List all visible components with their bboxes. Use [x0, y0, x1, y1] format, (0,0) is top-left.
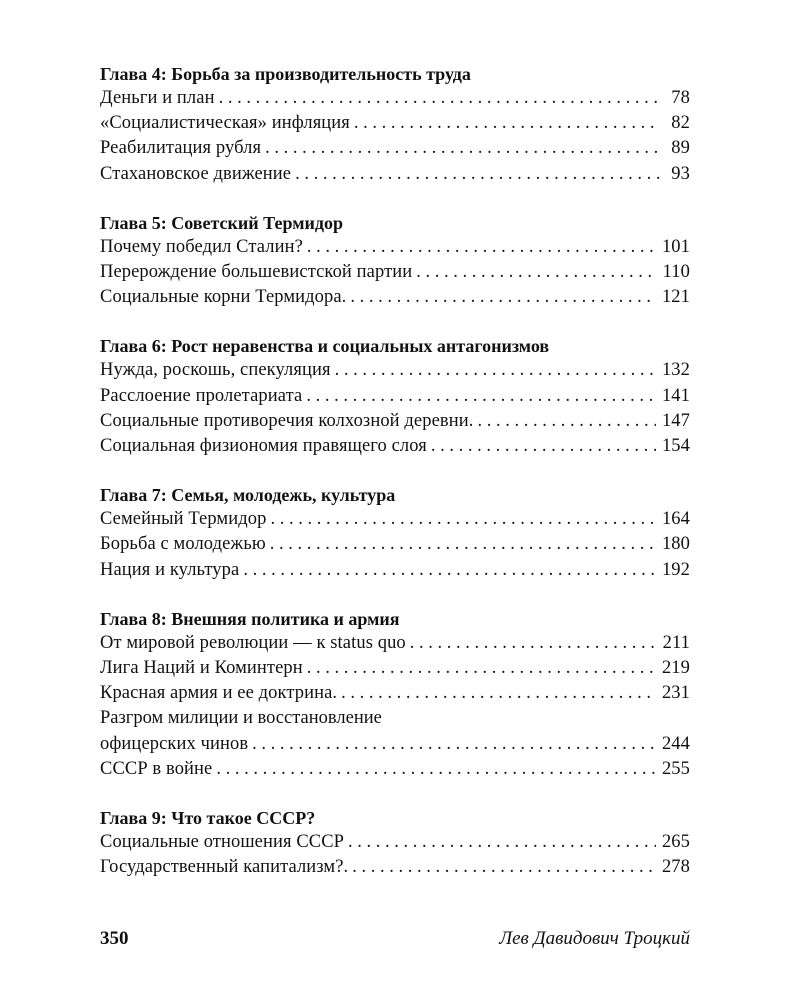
entry-page: 192: [661, 559, 690, 580]
entry-title: Почему победил Сталин?: [100, 236, 303, 257]
entry-title: Красная армия и ее доктрина.: [100, 683, 338, 704]
page-footer: [100, 928, 690, 950]
entry-title: Расслоение пролетариата: [100, 385, 303, 406]
leader-dots: [416, 260, 656, 285]
chapter-6: [100, 334, 690, 459]
leader-dots: [252, 732, 656, 757]
leader-dots: [410, 631, 657, 656]
chapter-title: Глава 7: Семья, молодежь, культура: [100, 485, 396, 506]
chapter-8: [100, 607, 690, 782]
entry-page: 231: [661, 683, 690, 704]
entry-page: 121: [661, 287, 690, 308]
toc-entry[interactable]: [100, 111, 690, 136]
leader-dots: [295, 162, 660, 187]
leader-dots: [354, 111, 660, 136]
entry-page: 141: [661, 385, 690, 406]
toc-entry[interactable]: [100, 235, 690, 260]
leader-dots: [348, 830, 656, 855]
chapter-title: Глава 9: Что такое СССР?: [100, 808, 316, 829]
toc-entry[interactable]: [100, 757, 690, 782]
leader-dots: [265, 136, 660, 161]
entry-title: офицерских чинов: [100, 733, 249, 754]
leader-dots: [243, 558, 656, 583]
toc-entry[interactable]: [100, 732, 690, 757]
toc-entry[interactable]: [100, 681, 690, 706]
entry-title: Лига Наций и Коминтерн: [100, 658, 303, 679]
toc-entry[interactable]: [100, 285, 690, 310]
entry-page: 164: [661, 509, 690, 530]
entry-page: 211: [662, 632, 690, 653]
entry-title: Реабилитация рубля: [100, 138, 262, 159]
entry-title: Социальные отношения СССР: [100, 832, 345, 853]
entry-title: Социальные противоречия колхозной деревни.: [100, 410, 474, 431]
entry-title: Перерождение большевистской партии: [100, 262, 413, 283]
toc-entry[interactable]: [100, 409, 690, 434]
toc-entry[interactable]: [100, 162, 690, 187]
entry-page: 154: [661, 436, 690, 457]
chapter-title: Глава 6: Рост неравенства и социальных антагонизмов: [100, 336, 550, 357]
entry-title: Стахановское движение: [100, 163, 292, 184]
entry-title: Социальная физиономия правящего слоя: [100, 436, 427, 457]
author-running-head: Лев Давидович Троцкий: [499, 928, 690, 949]
toc-entry[interactable]: [100, 136, 690, 161]
chapter-title: Глава 8: Внешняя политика и армия: [100, 608, 400, 629]
entry-page: 244: [661, 733, 690, 754]
leader-dots: [352, 855, 656, 880]
leader-dots: [270, 507, 655, 532]
entry-page: 89: [671, 138, 690, 159]
leader-dots: [335, 358, 656, 383]
leader-dots: [477, 409, 655, 434]
toc-entry[interactable]: [100, 532, 690, 557]
entry-title: Государственный капитализм?.: [100, 857, 349, 878]
toc-entry[interactable]: [100, 631, 690, 656]
entry-page: 101: [661, 236, 690, 257]
entry-page: 82: [671, 113, 690, 134]
chapter-title: Глава 4: Борьба за производительность труда: [100, 64, 471, 84]
toc-entry[interactable]: [100, 507, 690, 532]
leader-dots: [350, 285, 656, 310]
toc-entry[interactable]: [100, 384, 690, 409]
toc-entry[interactable]: [100, 260, 690, 285]
entry-page: 110: [662, 262, 690, 283]
entry-title: «Социалистическая» инфляция: [100, 113, 350, 134]
entry-page: 265: [661, 832, 690, 853]
leader-dots: [431, 434, 656, 459]
leader-dots: [341, 681, 656, 706]
entry-title: СССР в войне: [100, 758, 213, 779]
entry-page: 255: [661, 758, 690, 779]
entry-page: 278: [661, 857, 690, 878]
toc-entry[interactable]: [100, 855, 690, 880]
toc-entry[interactable]: [100, 558, 690, 583]
entry-page: 132: [661, 360, 690, 381]
entry-page: 147: [661, 410, 690, 431]
entry-title: Нация и культура: [100, 559, 240, 580]
entry-page: 180: [661, 534, 690, 555]
entry-title: Борьба с молодежью: [100, 534, 266, 555]
leader-dots: [216, 757, 656, 782]
chapter-title: Глава 5: Советский Термидор: [100, 212, 343, 233]
entry-title: Деньги и план: [100, 88, 215, 108]
entry-page: 219: [661, 658, 690, 679]
toc-entry[interactable]: [100, 830, 690, 855]
entry-title-line1: Разгром милиции и восстановление: [100, 708, 382, 729]
chapter-9: [100, 806, 690, 880]
chapter-7: [100, 483, 690, 583]
entry-title: От мировой революции — к status quo: [100, 632, 406, 653]
page-number: 350: [100, 928, 129, 949]
toc-entry[interactable]: [100, 86, 690, 111]
leader-dots: [307, 656, 656, 681]
toc-entry[interactable]: [100, 656, 690, 681]
toc-entry[interactable]: [100, 358, 690, 383]
leader-dots: [219, 86, 660, 111]
leader-dots: [306, 384, 656, 409]
table-of-contents: [100, 62, 690, 904]
entry-title: Социальные корни Термидора.: [100, 287, 347, 308]
entry-page: 93: [671, 163, 690, 184]
entry-title: Семейный Термидор: [100, 509, 267, 530]
leader-dots: [270, 532, 656, 557]
chapter-5: [100, 211, 690, 311]
entry-title: Нужда, роскошь, спекуляция: [100, 360, 331, 381]
entry-page: 78: [671, 88, 690, 108]
leader-dots: [307, 235, 656, 260]
toc-entry[interactable]: [100, 434, 690, 459]
chapter-4: [100, 62, 690, 187]
